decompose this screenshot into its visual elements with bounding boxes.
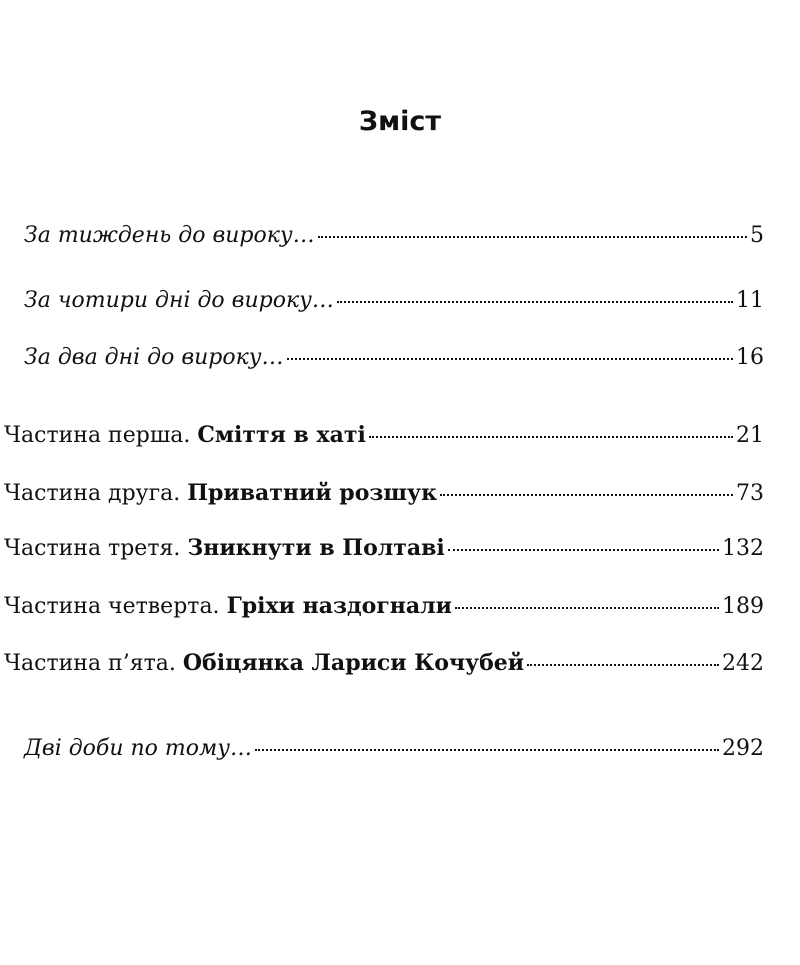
toc-page-number: 73	[736, 481, 764, 506]
part-prefix: Частина п’ята.	[4, 651, 176, 676]
toc-part-title	[4, 478, 437, 509]
dot-leader	[337, 299, 733, 303]
dot-leader	[448, 547, 719, 551]
dot-leader	[455, 605, 719, 609]
toc-part-entry	[4, 420, 764, 451]
dot-leader	[255, 747, 719, 751]
toc-part-entry	[4, 648, 764, 679]
toc-entry-title: За тиждень до вироку…	[24, 223, 315, 248]
toc-page-number: 242	[722, 651, 764, 676]
toc-page-number: 5	[750, 223, 764, 248]
toc-page-number: 11	[736, 288, 764, 313]
dot-leader	[287, 356, 733, 360]
part-prefix: Частина друга.	[4, 481, 181, 506]
toc-page-number: 21	[736, 423, 764, 448]
toc-entry	[24, 734, 764, 764]
toc-part-title	[4, 420, 366, 451]
toc-entry-title: За два дні до вироку…	[24, 345, 284, 370]
toc-page-number: 189	[722, 594, 764, 619]
toc-part-title	[4, 591, 452, 622]
toc-part-entry	[4, 533, 764, 564]
part-prefix: Частина перша.	[4, 423, 191, 448]
page-title: Зміст	[358, 106, 442, 137]
dot-leader	[440, 492, 733, 496]
part-name: Приватний розшук	[187, 480, 438, 506]
toc-entry	[24, 343, 764, 373]
toc-page-number: 132	[722, 536, 764, 561]
part-prefix: Частина четверта.	[4, 594, 220, 619]
part-name: Гріхи наздогнали	[226, 593, 452, 619]
dot-leader	[527, 662, 719, 666]
part-name: Зникнути в Полтаві	[187, 535, 445, 561]
part-prefix: Частина третя.	[4, 536, 181, 561]
toc-page-number: 292	[722, 736, 764, 761]
toc-entry	[24, 221, 764, 251]
dot-leader	[369, 434, 733, 438]
toc-part-title	[4, 648, 524, 679]
toc-entry-title: За чотири дні до вироку…	[24, 288, 334, 313]
part-name: Обіцянка Лариси Кочубей	[182, 650, 525, 676]
toc-entry-title: Дві доби по тому…	[24, 736, 253, 761]
toc-part-title	[4, 533, 445, 564]
toc-entry	[24, 286, 764, 316]
toc-part-entry	[4, 478, 764, 509]
part-name: Сміття в хаті	[197, 422, 366, 448]
toc-part-entry	[4, 591, 764, 622]
toc-page-number: 16	[736, 345, 764, 370]
dot-leader	[318, 234, 747, 238]
